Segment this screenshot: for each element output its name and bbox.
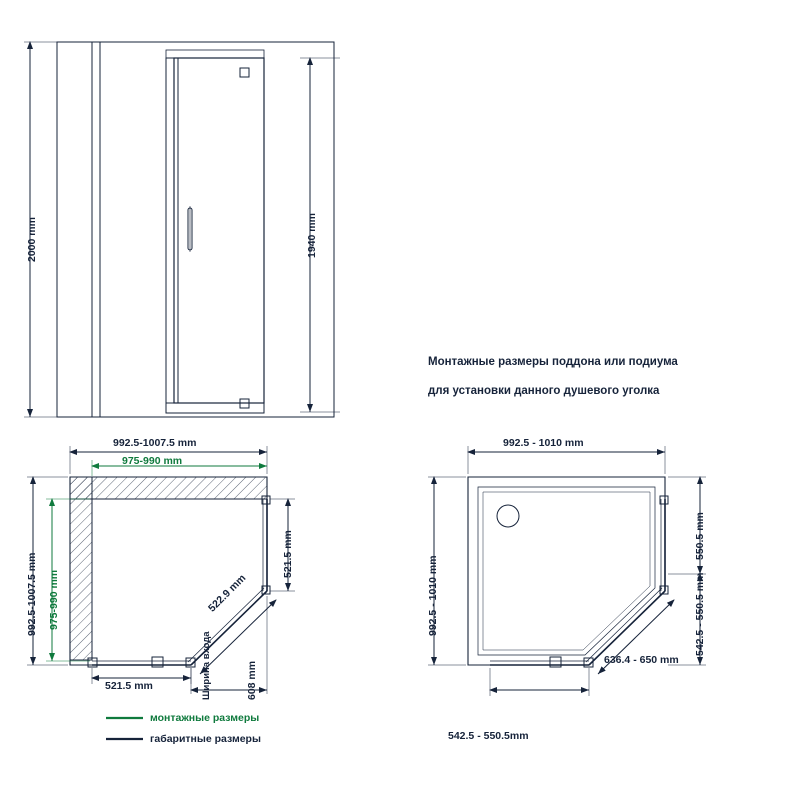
dim-plan-left-bottom: 521.5 mm [105, 680, 153, 692]
dim-plan-left-left-outer: 992.5-1007.5 mm [26, 552, 38, 636]
dim-plan-left-top-inner: 975-990 mm [122, 455, 183, 467]
dim-plan-right-bottom: 542.5 - 550.5mm [448, 730, 529, 742]
dim-plan-right-left: 992.5 - 1010 mm [427, 555, 439, 636]
legend-overall-label: габаритные размеры [150, 733, 261, 745]
dim-plan-right-right-top: 550.5 mm [694, 512, 706, 560]
dim-plan-left-top-outer: 992.5-1007.5 mm [113, 437, 197, 449]
legend-mounting-label: монтажные размеры [150, 712, 260, 724]
dim-height-door: 1940 mm [306, 213, 318, 258]
dim-plan-left-diagonal: 522.9 mm [206, 572, 249, 615]
note-line-2: для установки данного душевого уголка [428, 385, 660, 397]
dim-plan-right-top: 992.5 - 1010 mm [503, 437, 584, 449]
dim-height-total: 2000 mm [26, 217, 38, 262]
entry-width-label: Ширина входа [201, 631, 212, 700]
dim-plan-left-right-vertical: 521.5 mm [282, 530, 294, 578]
dim-plan-right-diagonal: 636.4 - 650 mm [604, 654, 679, 666]
note-line-1: Монтажные размеры поддона или подиума [428, 356, 678, 368]
dim-plan-left-left-inner: 975-990 mm [48, 569, 60, 630]
dim-plan-right-right-bottom: 542.5 - 550.5 mm [694, 572, 706, 656]
entry-width-value: 608 mm [246, 660, 258, 700]
